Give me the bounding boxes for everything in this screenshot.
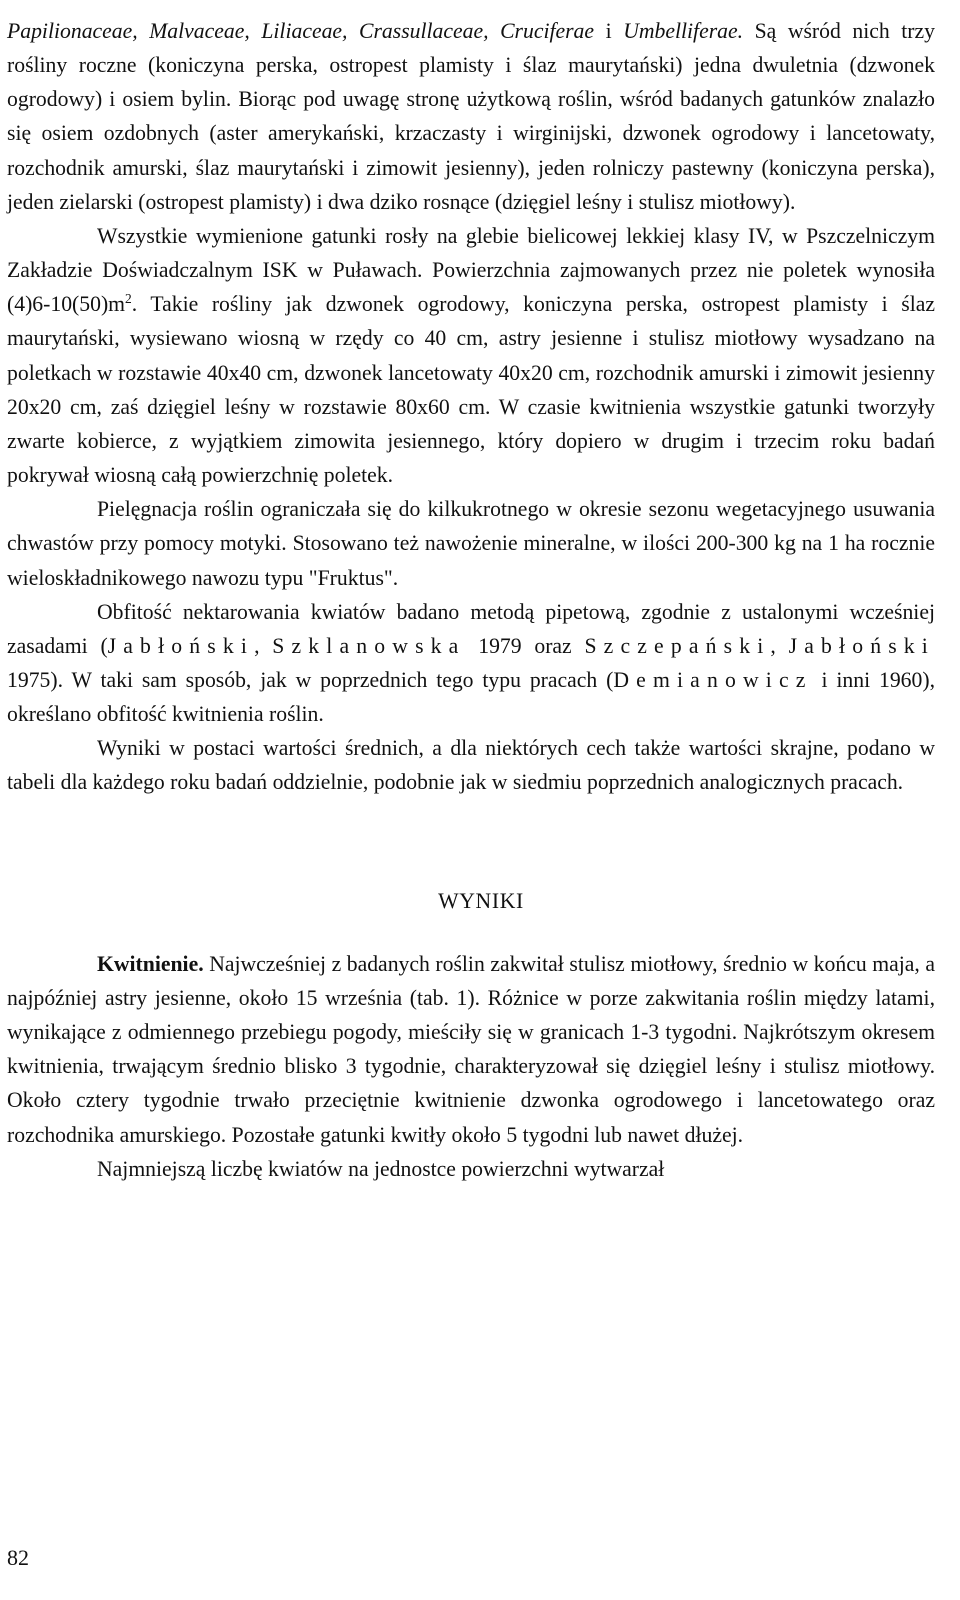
author-name: Szklanowska [272,633,466,658]
paragraph-text: . Takie rośliny jak dzwonek ogrodowy, koniczyna perska, ostropest plamisty i ślaz maurytański, wysiewano wiosną w rzędy co 40 cm, astry jesienne i stulisz miotłowy wysadzano na poletkach w rozstawie 40x40 cm, dzwonek lancetowaty 40x20 cm, rozchodnik amurski i zimowit jesienny 20x20 cm, zaś dzięgiel leśny w rozstawie 80x60 cm. W czasie kwitnienia wszystkie gatunki tworzyły zwarte kobierce, z wyjątkiem zimowita jesiennego, który dopiero w drugim i trzecim roku badań pokrywał wiosną całą powierzchnię poletek. [7,292,935,488]
author-name: Demianowicz [613,667,813,692]
paragraph-text: Wszystkie wymienione gatunki rosły na glebie bielicowej lekkiej klasy IV, w Pszczelniczym Zakładzie Doświadczalnym ISK w Puławach. Powierzchnia zajmowanych przez nie poletek wynosiła (4)6-10(50)m [7,223,935,317]
paragraph-results-presentation: Wyniki w postaci wartości średnich, a dla niektórych cech także wartości skrajne, podano w tabeli dla każdego roku badań oddzielnie, podobnie jak w siedmiu poprzednich analogicznych pracach. [7,736,935,795]
separator: , [254,633,273,658]
paragraph-text: 1979 oraz [465,633,585,658]
family-name-last: Umbelliferae. [623,19,744,43]
section-heading: WYNIKI [438,888,524,913]
run-in-heading: Kwitnienie. [97,951,204,976]
family-names: Papilionaceae, Malvaceae, Liliaceae, Crassullaceae, Cruciferae [7,19,595,43]
paragraph-text: Najwcześniej z badanych roślin zakwitał stulisz miotłowy, średnio w końcu maja, a najpóźniej astry jesienne, około 15 września (tab. 1). Różnice w porze zakwitania roślin między latami, wynikające z odmiennego przebiegu pogody, mieściły się w granicach 1-3 tygodni. Najkrótszym okresem kwitnienia, trwającym średnio blisko 3 tygodnie, charakteryzował się dzięgiel leśny i stulisz miotłowy. Około cztery tygodnie trwało przeciętnie kwitnienie dzwonka ogrodowego i lancetowatego oraz rozchodnika amurskiego. Pozostałe gatunki kwitły około 5 tygodni lub nawet dłużej. [7,951,935,1147]
paragraph-flower-count: Najmniejszą liczbę kwiatów na jednostce powierzchni wytwarzał [97,1156,665,1181]
paragraph-text: Są wśród nich trzy rośliny roczne (koniczyna perska, ostropest plamisty i ślaz maurytański) jedna dwuletnia (dzwonek ogrodowy) i osiem bylin. Biorąc pod uwagę stronę użytkową roślin, wśród badanych gatunków znalazło się osiem ozdobnych (aster amerykański, krzaczasty i wirginijski, dzwonek ogrodowy i lancetowaty, rozchodnik amurski, ślaz maurytański i zimowit jesienny), jeden rolniczy pastewny (koniczyna perska), jeden zielarski (ostropest plamisty) i dwa dziko rosnące (dzięgiel leśny i stulisz miotłowy). [7,19,936,214]
paragraph-methods [7,595,935,732]
author-name: Szczepański [584,633,771,658]
paragraph-soil-conditions [7,219,935,492]
superscript: 2 [125,291,132,307]
paragraph-text: 1975). W taki sam sposób, jak w poprzednich tego typu pracach ( [7,667,614,692]
paragraph-text: i inni 1960), określano obfitość kwitnienia roślin. [7,667,935,727]
paragraph-plant-families [7,14,935,219]
page-body [7,14,935,1186]
page-number: 82 [7,1545,29,1570]
author-name: Jabłoński [107,633,255,658]
section-spacer [7,800,935,884]
paragraph-plant-care: Pielęgnacja roślin ograniczała się do kilkukrotnego w okresie sezonu wegetacyjnego usuwania chwastów przy pomocy motyki. Stosowano też nawożenie mineralne, w ilości 200-300 kg na 1 ha rocznie wieloskładnikowego nawozu typu "Fruktus". [7,497,935,590]
paragraph-text: Obfitość nektarowania kwiatów badano metodą pipetową, zgodnie z ustalonymi wcześniej zasadami ( [7,599,935,658]
separator: , [770,633,789,658]
author-name: Jabłoński [788,633,935,658]
conjunction: i [594,19,624,43]
paragraph-flowering [7,947,935,1152]
